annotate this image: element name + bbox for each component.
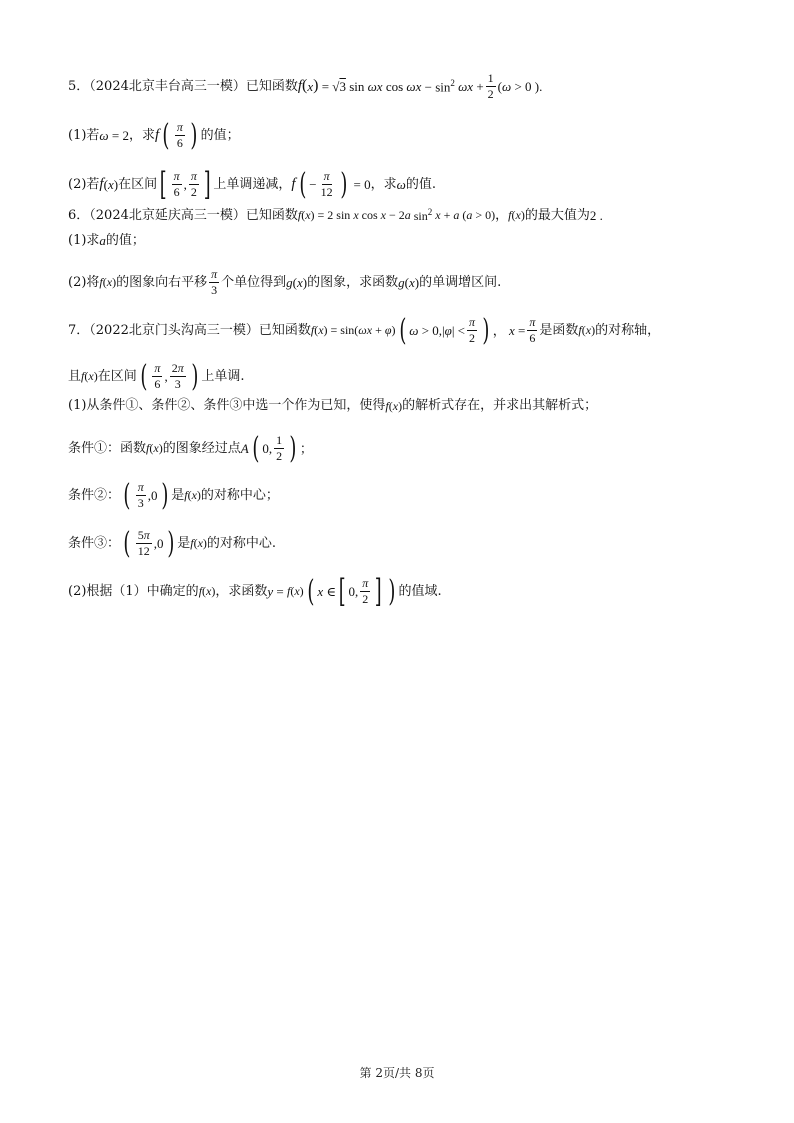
q7-condition-1: 条件①：函数 f ( x ) 的图象经过点 A ( 0, $\frac{1}{2}$ ) ； [68,430,313,466]
q7-part2: (2)根据（1）中确定的 f ( x ) ，求函数 y = f ( x ) ( x ∈ [ 0, $\frac{\pi}{2}$ ] ) 的值域. [68,572,442,610]
q6-part2: (2)将 f ( x ) 的图象向右平移 $\frac{\pi}{3}$ 个单位得到 g ( x ) 的图象，求函数 g ( x ) 的单调增区间. [68,267,502,297]
q7-condition-2: 条件②： ( $\frac{\pi}{3}$ ,0 ) 是 f ( x ) 的对称中心； [68,477,279,513]
page-footer: 第 2页/共 8页 [359,1066,435,1080]
q5-part1: (1)若 ω = 2 ，求 f ( $\frac{\pi}{6}$ ) 的值； [68,117,240,153]
q7-part1: (1)从条件①、条件②、条件③中选一个作为已知，使得 f ( x ) 的解析式存在，并求出其解析式； [68,398,598,413]
q6-statement: 6．（2024北京延庆高三一模）已知函数 f ( x ) = 2 sin x cos x − 2 a $\sin^2$ x + a ( a > 0) ， f ( x ) 的最大值为 2 . [68,207,603,223]
q7-line2: 且 f ( x ) 在区间 ( $\frac{\pi}{6}$ , $\frac{2\pi}{3}$ ) 上单调. [68,358,245,394]
q5-part2: (2)若 f ( x ) 在区间 [ $\frac{\pi}{6}$ , $\frac{\pi}{2}$ ] 上单调递减， f ( − $\frac{\pi}{12}$ ) = 0 ，求 ω 的值. [68,165,436,203]
q6-part1: (1)求 a 的值； [68,233,145,248]
fraction-half: $\frac{1}{2}$ [487,71,494,101]
q7-statement: 7．（2022北京门头沟高三一模）已知函数 f ( x ) = sin( ωx + φ ) ( ω > 0,| φ | < $\frac{\pi}{2}$ ) ， x = $\frac{\pi}{6}$ 是函数 f ( x ) 的对称轴， [68,312,661,348]
q7-condition-3: 条件③： ( $\frac{5\pi}{12}$ ,0 ) 是 f ( x ) 的对称中心. [68,525,277,561]
q5-statement: 5．（2024北京丰台高三一模）已知函数 f ( x ) = √3 sin ωx cos ωx − $\sin^2$ ωx + $\frac{1}{2}$ ( ω > 0 ). [68,71,543,101]
